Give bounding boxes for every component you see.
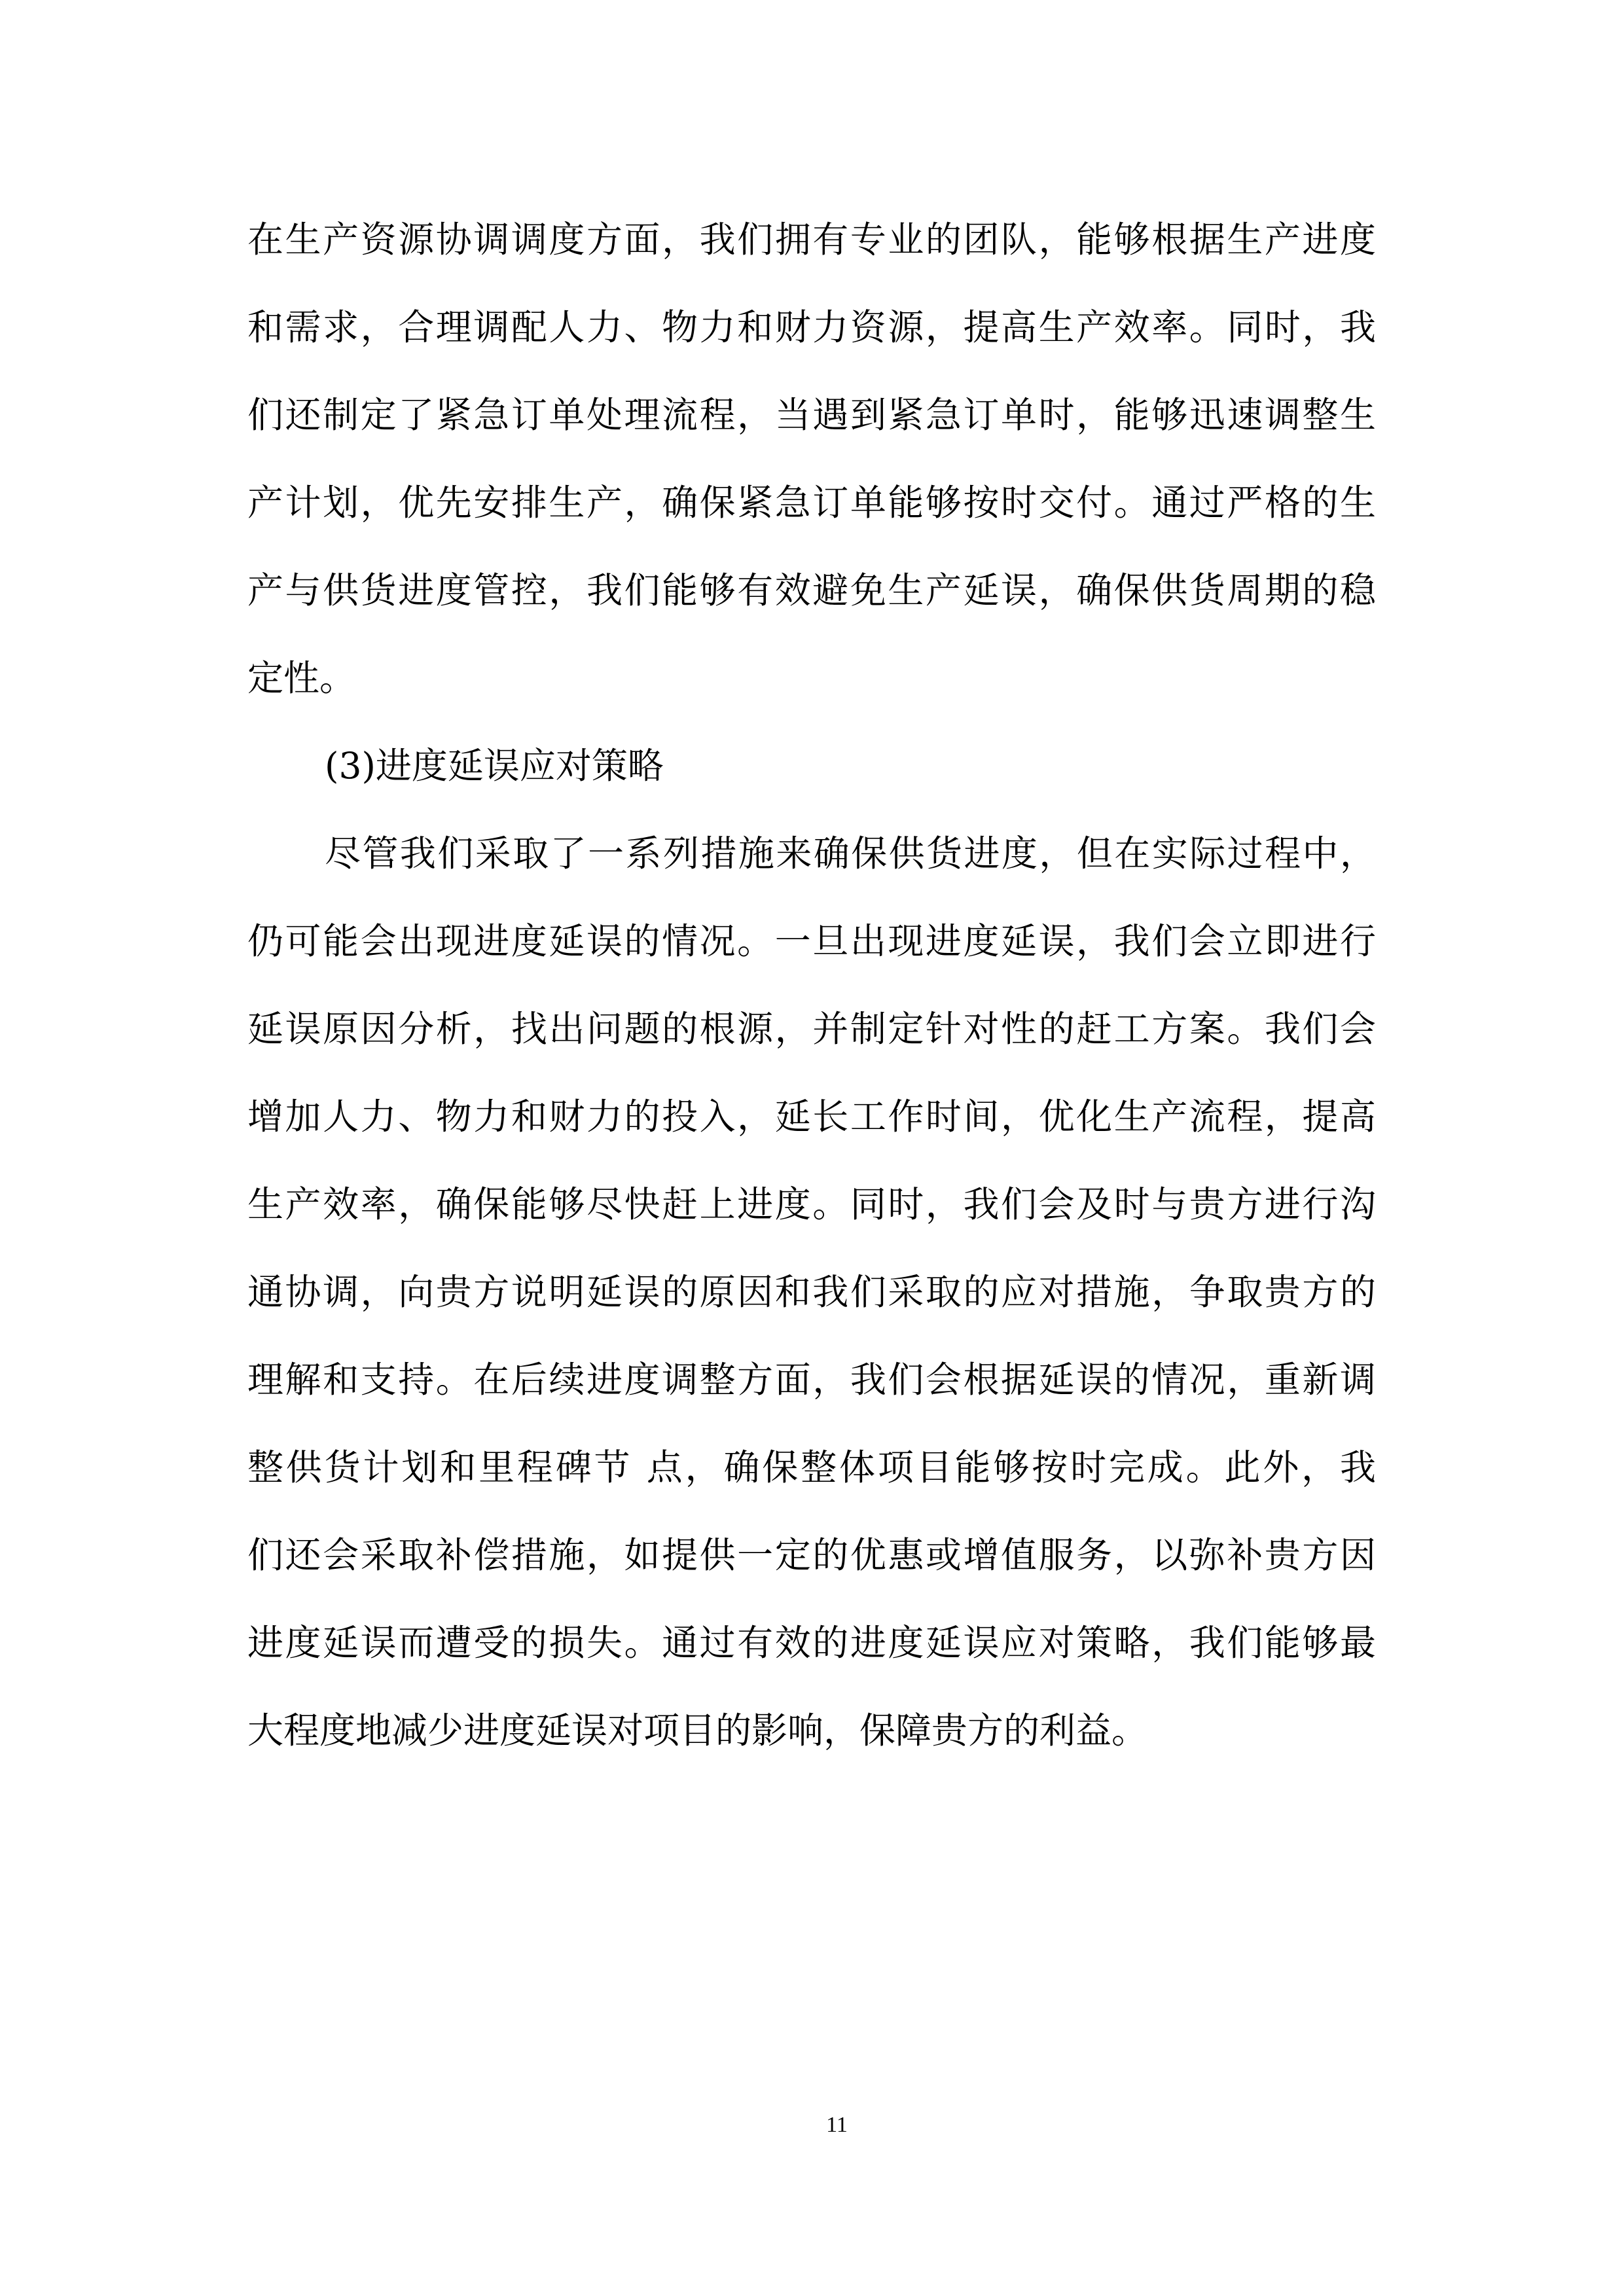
text-line: 们还制定了紧急订单处理流程，当遇到紧急订单时，能够迅速调整生 (247, 394, 1376, 436)
section-heading (247, 734, 1376, 822)
heading-delay-response-strategy: (3)进度延误应对策略 (325, 745, 664, 787)
text-line: 生产效率，确保能够尽快赶上进度。同时，我们会及时与贵方进行沟 (247, 1183, 1376, 1225)
text-line: 和需求，合理调配人力、物力和财力资源，提高生产效率。同时，我 (247, 306, 1376, 348)
text-line: 定性。 (247, 657, 356, 699)
text-line: 在生产资源协调调度方面，我们拥有专业的团队，能够根据生产进度 (247, 219, 1376, 260)
text-line: 大程度地减少进度延误对项目的影响，保障贵方的利益。 (247, 1710, 1148, 1751)
text-line: 进度延误而遭受的损失。通过有效的进度延误应对策略，我们能够最 (247, 1622, 1376, 1664)
page-number: 11 (826, 2113, 848, 2137)
paragraph-production-scheduling (247, 208, 1376, 734)
text-line: 整供货计划和里程碑节 点，确保整体项目能够按时完成。此外，我 (247, 1446, 1376, 1488)
text-line: 仍可能会出现进度延误的情况。一旦出现进度延误，我们会立即进行 (247, 920, 1376, 962)
text-line: 理解和支持。在后续进度调整方面，我们会根据延误的情况，重新调 (247, 1359, 1376, 1401)
text-line: 延误原因分析，找出问题的根源，并制定针对性的赶工方案。我们会 (247, 1008, 1376, 1050)
text-line: 尽管我们采取了一系列措施来确保供货进度，但在实际过程中， (325, 833, 1376, 874)
text-line: 产与供货进度管控，我们能够有效避免生产延误，确保供货周期的稳 (247, 569, 1376, 611)
paragraph-delay-response (247, 822, 1376, 1787)
text-line: 增加人力、物力和财力的投入，延长工作时间，优化生产流程，提高 (247, 1096, 1376, 1138)
body-text (247, 208, 1376, 1787)
text-line: 们还会采取补偿措施，如提供一定的优惠或增值服务，以弥补贵方因 (247, 1534, 1376, 1576)
text-line: 通协调，向贵方说明延误的原因和我们采取的应对措施，争取贵方的 (247, 1271, 1376, 1313)
text-line: 产计划，优先安排生产，确保紧急订单能够按时交付。通过严格的生 (247, 482, 1376, 524)
